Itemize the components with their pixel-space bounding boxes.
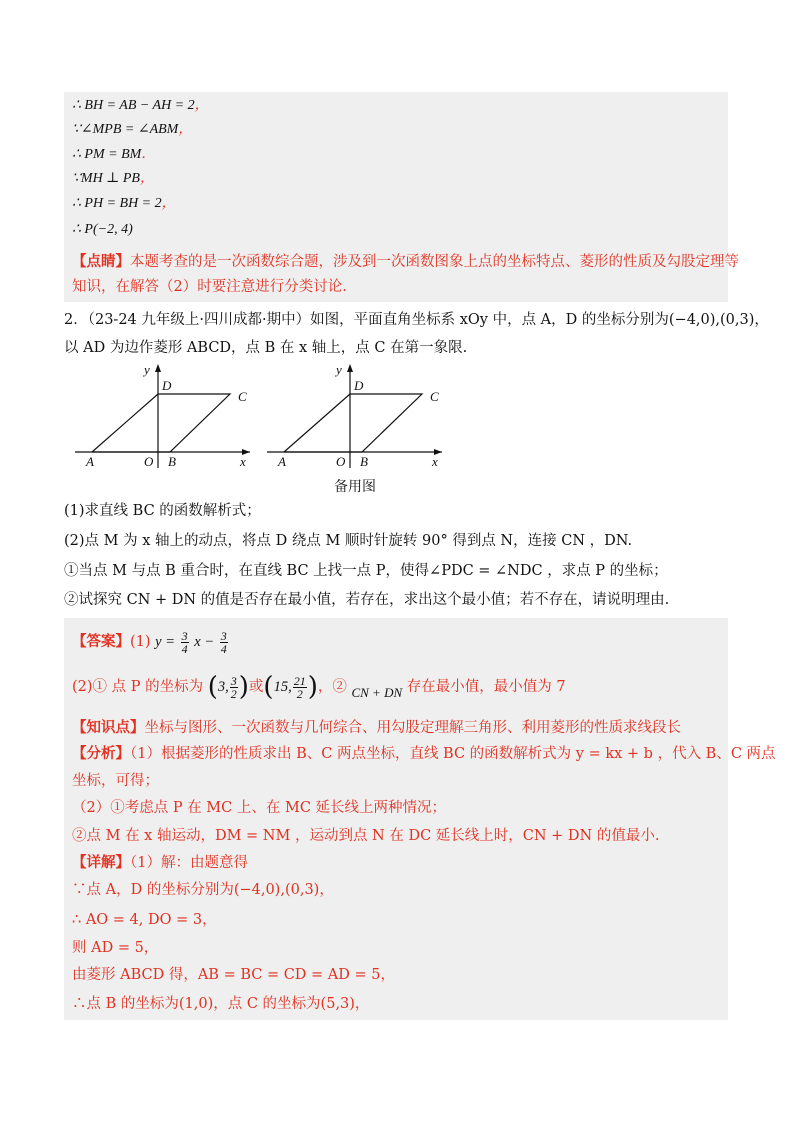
detail-heading: 【详解】（1）解：由题意得 <box>72 854 248 871</box>
detail-line-3: 则 AD = 5， <box>72 940 159 956</box>
svg-text:C: C <box>430 389 439 404</box>
label-x: x <box>240 454 246 469</box>
label-y: y <box>144 362 150 377</box>
svg-text:A: A <box>278 454 286 469</box>
tip-line-1: 【点睛】本题考查的是一次函数综合题，涉及到一次函数图象上点的坐标特点、菱形的性质及勾股定理等 <box>72 253 739 270</box>
figure-caption: 备用图 <box>334 479 376 495</box>
question-part-2a: ①当点 M 与点 B 重合时，在直线 BC 上找一点 P，使得∠PDC = ∠NDC ，求点 P 的坐标； <box>64 563 668 579</box>
question-part-1: (1)求直线 BC 的函数解析式； <box>64 503 261 519</box>
detail-line-5: ∴点 B 的坐标为(1,0)，点 C 的坐标为(5,3)， <box>72 996 370 1012</box>
step-ph: ∴ PH = BH = 2， <box>72 196 176 211</box>
label-b: B <box>168 454 176 469</box>
svg-text:O: O <box>336 454 346 469</box>
svg-text:B: B <box>360 454 368 469</box>
label-c: C <box>238 389 247 404</box>
svg-text:y: y <box>336 362 342 377</box>
analysis-line-3: （2）①考虑点 P 在 MC 上、在 MC 延长线上两种情况； <box>72 800 447 816</box>
label-o: O <box>144 454 154 469</box>
step-perp: ∵MH ⊥ PB， <box>72 171 154 186</box>
question-line-2: 以 AD 为边作菱形 ABCD，点 B 在 x 轴上，点 C 在第一象限. <box>64 340 468 356</box>
analysis-line-1: 【分析】（1）根据菱形的性质求出 B、C 两点坐标，直线 BC 的函数解析式为 y = kx + b ，代入 B、C 两点 <box>72 745 776 762</box>
detail-line-4: 由菱形 ABCD 得，AB = BC = CD = AD = 5， <box>72 967 395 983</box>
label-a: A <box>86 454 94 469</box>
svg-text:x: x <box>432 454 438 469</box>
question-part-2: (2)点 M 为 x 轴上的动点，将点 D 绕点 M 顺时针旋转 90° 得到点 N，连接 CN ，DN. <box>64 533 633 549</box>
step-angle: ∵∠MPB = ∠ABM， <box>72 122 193 137</box>
answer-line-2: (2)① 点 P 的坐标为 (3, $\frac{3}{2}$ )或(15, $\frac{21}{2}$ )，② CN + DN 存在最小值，最小值为 7 <box>72 672 566 702</box>
tip-line-2: 知识，在解答（2）时要注意进行分类讨论. <box>72 279 347 295</box>
step-p-coord: ∴ P(−2, 4) <box>72 222 133 237</box>
question-part-2b: ②试探究 CN + DN 的值是否存在最小值，若存在，求出这个最小值；若不存在，请说明理由. <box>64 592 670 608</box>
analysis-line-2: 坐标，可得； <box>72 773 159 789</box>
rhombus-figure-left <box>70 360 260 472</box>
question-line-1: 2．（23-24 九年级上·四川成都·期中）如图，平面直角坐标系 xOy 中，点 A，D 的坐标分别为(−4,0),(0,3)， <box>64 312 769 328</box>
label-d: D <box>162 378 172 393</box>
analysis-line-4: ②点 M 在 x 轴运动，DM = NM ，运动到点 N 在 DC 延长线上时，CN + DN 的值最小. <box>72 828 660 844</box>
svg-text:D: D <box>354 378 364 393</box>
knowledge-point: 【知识点】坐标与图形、一次函数与几何综合、用勾股定理解三角形、利用菱形的性质求线段长 <box>72 719 681 736</box>
rhombus-figure-right <box>262 360 452 472</box>
step-bh: ∴ BH = AB − AH = 2， <box>72 98 209 113</box>
detail-line-1: ∵点 A，D 的坐标分别为(−4,0),(0,3)， <box>72 882 334 898</box>
answer-line-1: 【答案】(1) y = $\frac{3}{4}$ x − $\frac{3}{4}$ <box>72 628 227 656</box>
step-pm: ∴ PM = BM． <box>72 147 156 162</box>
detail-line-2: ∴ AO = 4, DO = 3， <box>72 912 217 928</box>
